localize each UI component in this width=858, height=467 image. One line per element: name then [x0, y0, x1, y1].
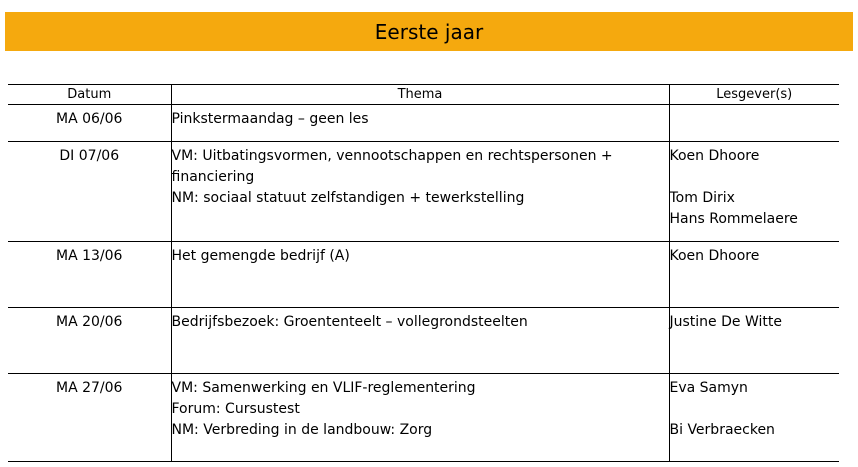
- column-header-date: Datum: [8, 85, 171, 105]
- teacher-spacer: [670, 399, 840, 420]
- date-cell: [8, 374, 171, 462]
- theme-line: NM: Verbreding in de landbouw: Zorg: [171, 422, 433, 438]
- theme-line: Het gemengde bedrijf (A): [171, 248, 350, 264]
- theme-line: NM: sociaal statuut zelfstandigen + tewerkstelling: [171, 190, 525, 206]
- theme-line: VM: Uitbatingsvormen, vennootschappen en rechtspersonen + financiering: [171, 148, 613, 185]
- teacher-cell: [669, 105, 839, 142]
- date-text: MA 13/06: [56, 248, 123, 264]
- table-row: [8, 105, 839, 142]
- teacher-cell: [669, 242, 839, 308]
- theme-cell: [171, 374, 669, 462]
- table-row: [8, 142, 839, 242]
- schedule-table: [8, 84, 839, 462]
- date-text: MA 06/06: [56, 111, 123, 127]
- date-cell: [8, 142, 171, 242]
- theme-line: Forum: Cursustest: [171, 401, 300, 417]
- teacher-name: Justine De Witte: [669, 314, 782, 330]
- teacher-cell: [669, 308, 839, 374]
- teacher-cell: [669, 142, 839, 242]
- table-row: [8, 242, 839, 308]
- column-header-theme: Thema: [171, 85, 669, 105]
- theme-line: Pinkstermaandag – geen les: [171, 111, 369, 127]
- teacher-name: Bi Verbraecken: [669, 422, 775, 438]
- date-text: MA 20/06: [56, 314, 123, 330]
- teacher-name: Tom Dirix: [669, 190, 735, 206]
- table-row: [8, 374, 839, 462]
- column-header-teacher: Lesgever(s): [669, 85, 839, 105]
- date-text: MA 27/06: [56, 380, 123, 396]
- date-cell: [8, 308, 171, 374]
- theme-cell: [171, 105, 669, 142]
- theme-cell: [171, 308, 669, 374]
- theme-cell: [171, 142, 669, 242]
- teacher-name: Koen Dhoore: [669, 248, 760, 264]
- teacher-name: Koen Dhoore: [669, 148, 760, 164]
- theme-line: Bedrijfsbezoek: Groententeelt – vollegrondsteelten: [171, 314, 528, 330]
- teacher-spacer: [670, 167, 840, 188]
- page-title: Eerste jaar: [374, 19, 484, 44]
- theme-cell: [171, 242, 669, 308]
- theme-line: VM: Samenwerking en VLIF-reglementering: [171, 380, 476, 396]
- date-cell: [8, 242, 171, 308]
- date-cell: [8, 105, 171, 142]
- teacher-cell: [669, 374, 839, 462]
- teacher-name: Hans Rommelaere: [669, 211, 798, 227]
- title-bar: [5, 12, 853, 51]
- table-header-row: [8, 85, 839, 105]
- date-text: DI 07/06: [59, 148, 120, 164]
- table-row: [8, 308, 839, 374]
- teacher-name: Eva Samyn: [669, 380, 748, 396]
